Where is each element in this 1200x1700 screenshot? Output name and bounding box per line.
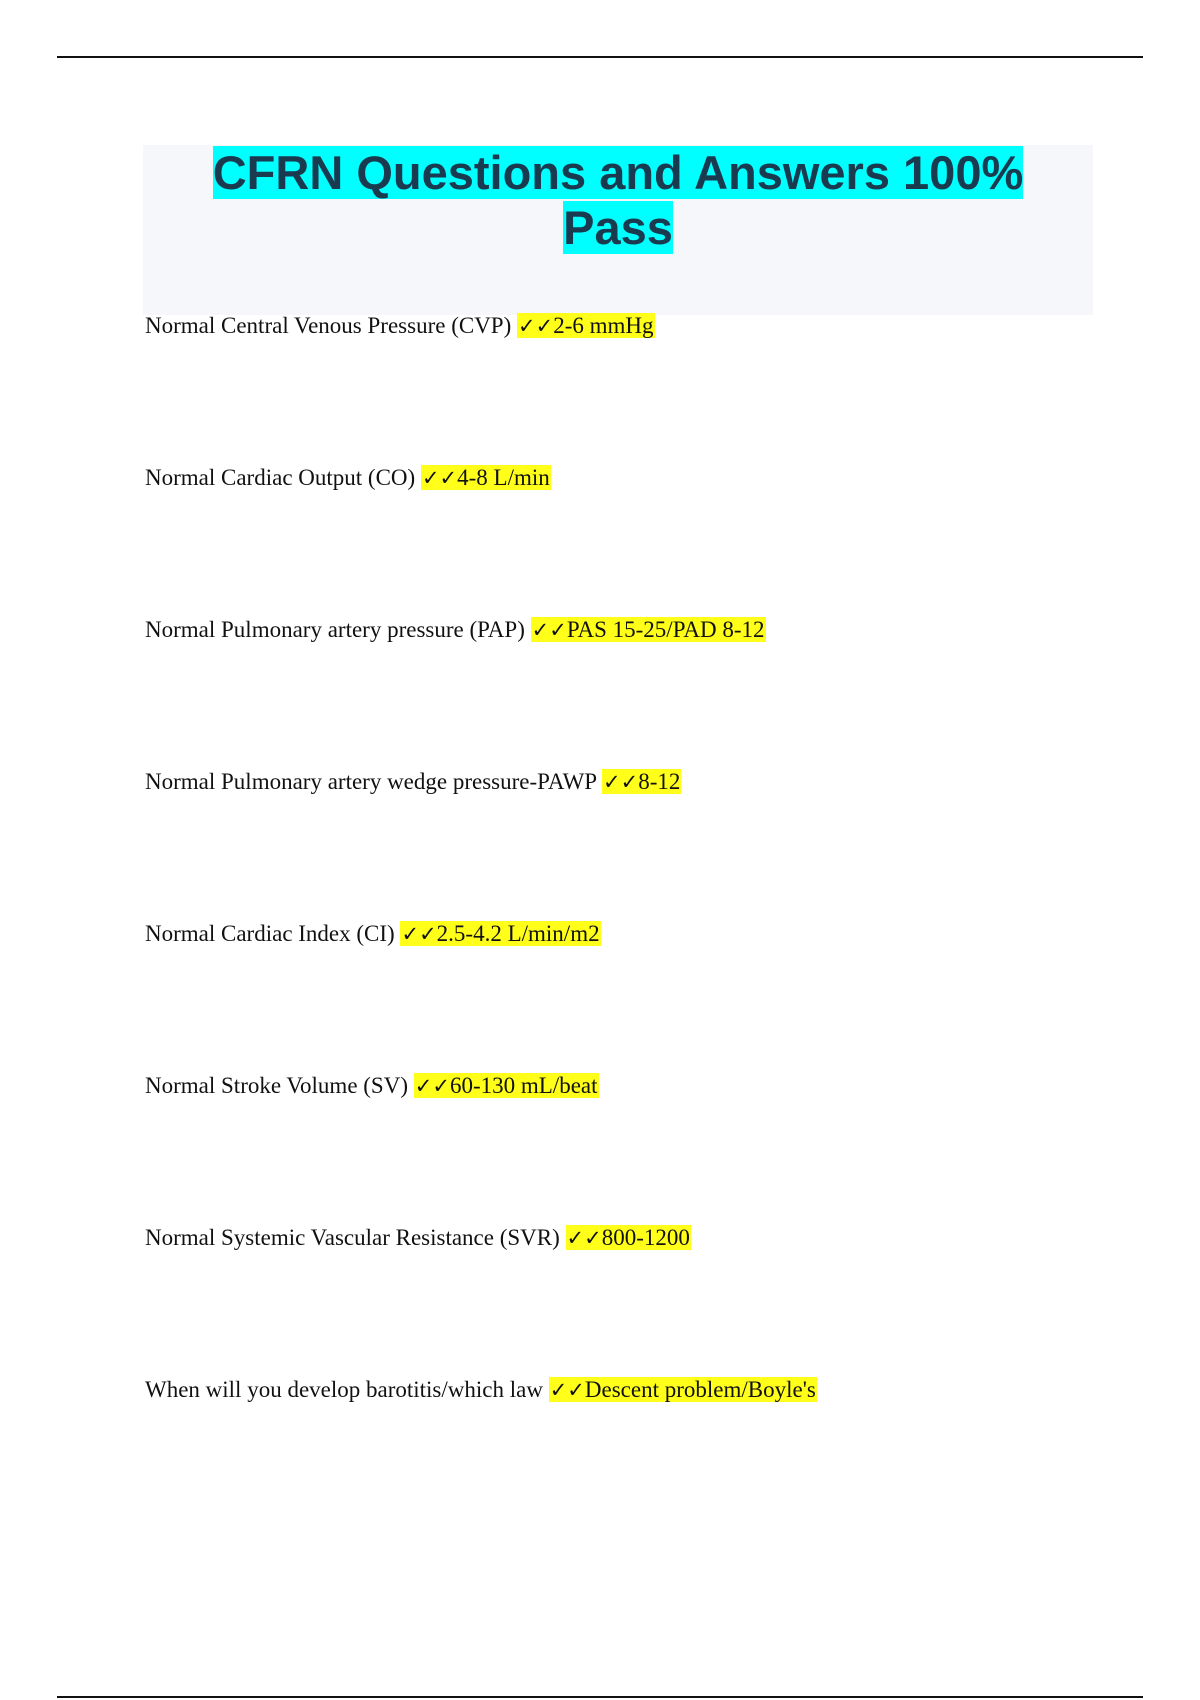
qa-item <box>145 766 681 798</box>
answer-highlight <box>531 617 766 642</box>
question-text: When will you develop barotitis/which law <box>145 1377 543 1402</box>
answer-highlight <box>517 313 655 338</box>
qa-item <box>145 1374 817 1406</box>
question-text: Normal Stroke Volume (SV) <box>145 1073 408 1098</box>
answer-text: 2.5-4.2 L/min/m2 <box>436 921 600 946</box>
check-mark-icon: ✓✓ <box>414 1074 450 1098</box>
answer-text: 2-6 mmHg <box>553 313 654 338</box>
answer-highlight <box>602 769 681 794</box>
question-text: Normal Cardiac Output (CO) <box>145 465 416 490</box>
check-mark-icon: ✓✓ <box>549 1378 585 1402</box>
qa-item <box>145 1070 599 1102</box>
qa-item <box>145 918 601 950</box>
answer-highlight <box>400 921 600 946</box>
footer-rule <box>57 1696 1143 1698</box>
check-mark-icon: ✓✓ <box>566 1226 602 1250</box>
answer-highlight <box>566 1225 691 1250</box>
qa-item <box>145 462 551 494</box>
answer-text: Descent problem/Boyle's <box>584 1377 816 1402</box>
qa-item <box>145 1222 691 1254</box>
question-text: Normal Cardiac Index (CI) <box>145 921 395 946</box>
answer-text: 4-8 L/min <box>457 465 550 490</box>
answer-highlight <box>414 1073 599 1098</box>
question-text: Normal Pulmonary artery wedge pressure-PAWP <box>145 769 597 794</box>
title-line-1: CFRN Questions and Answers 100% <box>212 146 1024 199</box>
header-rule <box>57 56 1143 58</box>
question-text: Normal Systemic Vascular Resistance (SVR) <box>145 1225 560 1250</box>
answer-text: PAS 15-25/PAD 8-12 <box>566 617 765 642</box>
title-band <box>143 145 1093 315</box>
qa-item <box>145 310 655 342</box>
check-mark-icon: ✓✓ <box>518 314 554 338</box>
question-text: Normal Pulmonary artery pressure (PAP) <box>145 617 525 642</box>
answer-text: 60-130 mL/beat <box>449 1073 598 1098</box>
answer-highlight <box>549 1377 817 1402</box>
question-text: Normal Central Venous Pressure (CVP) <box>145 313 512 338</box>
check-mark-icon: ✓✓ <box>531 618 567 642</box>
qa-item <box>145 614 766 646</box>
check-mark-icon: ✓✓ <box>401 922 437 946</box>
answer-highlight <box>421 465 551 490</box>
title-line-2: Pass <box>563 201 673 254</box>
check-mark-icon: ✓✓ <box>603 770 639 794</box>
answer-text: 800-1200 <box>601 1225 690 1250</box>
check-mark-icon: ✓✓ <box>421 466 458 490</box>
answer-text: 8-12 <box>638 769 681 794</box>
document-title <box>143 145 1093 255</box>
